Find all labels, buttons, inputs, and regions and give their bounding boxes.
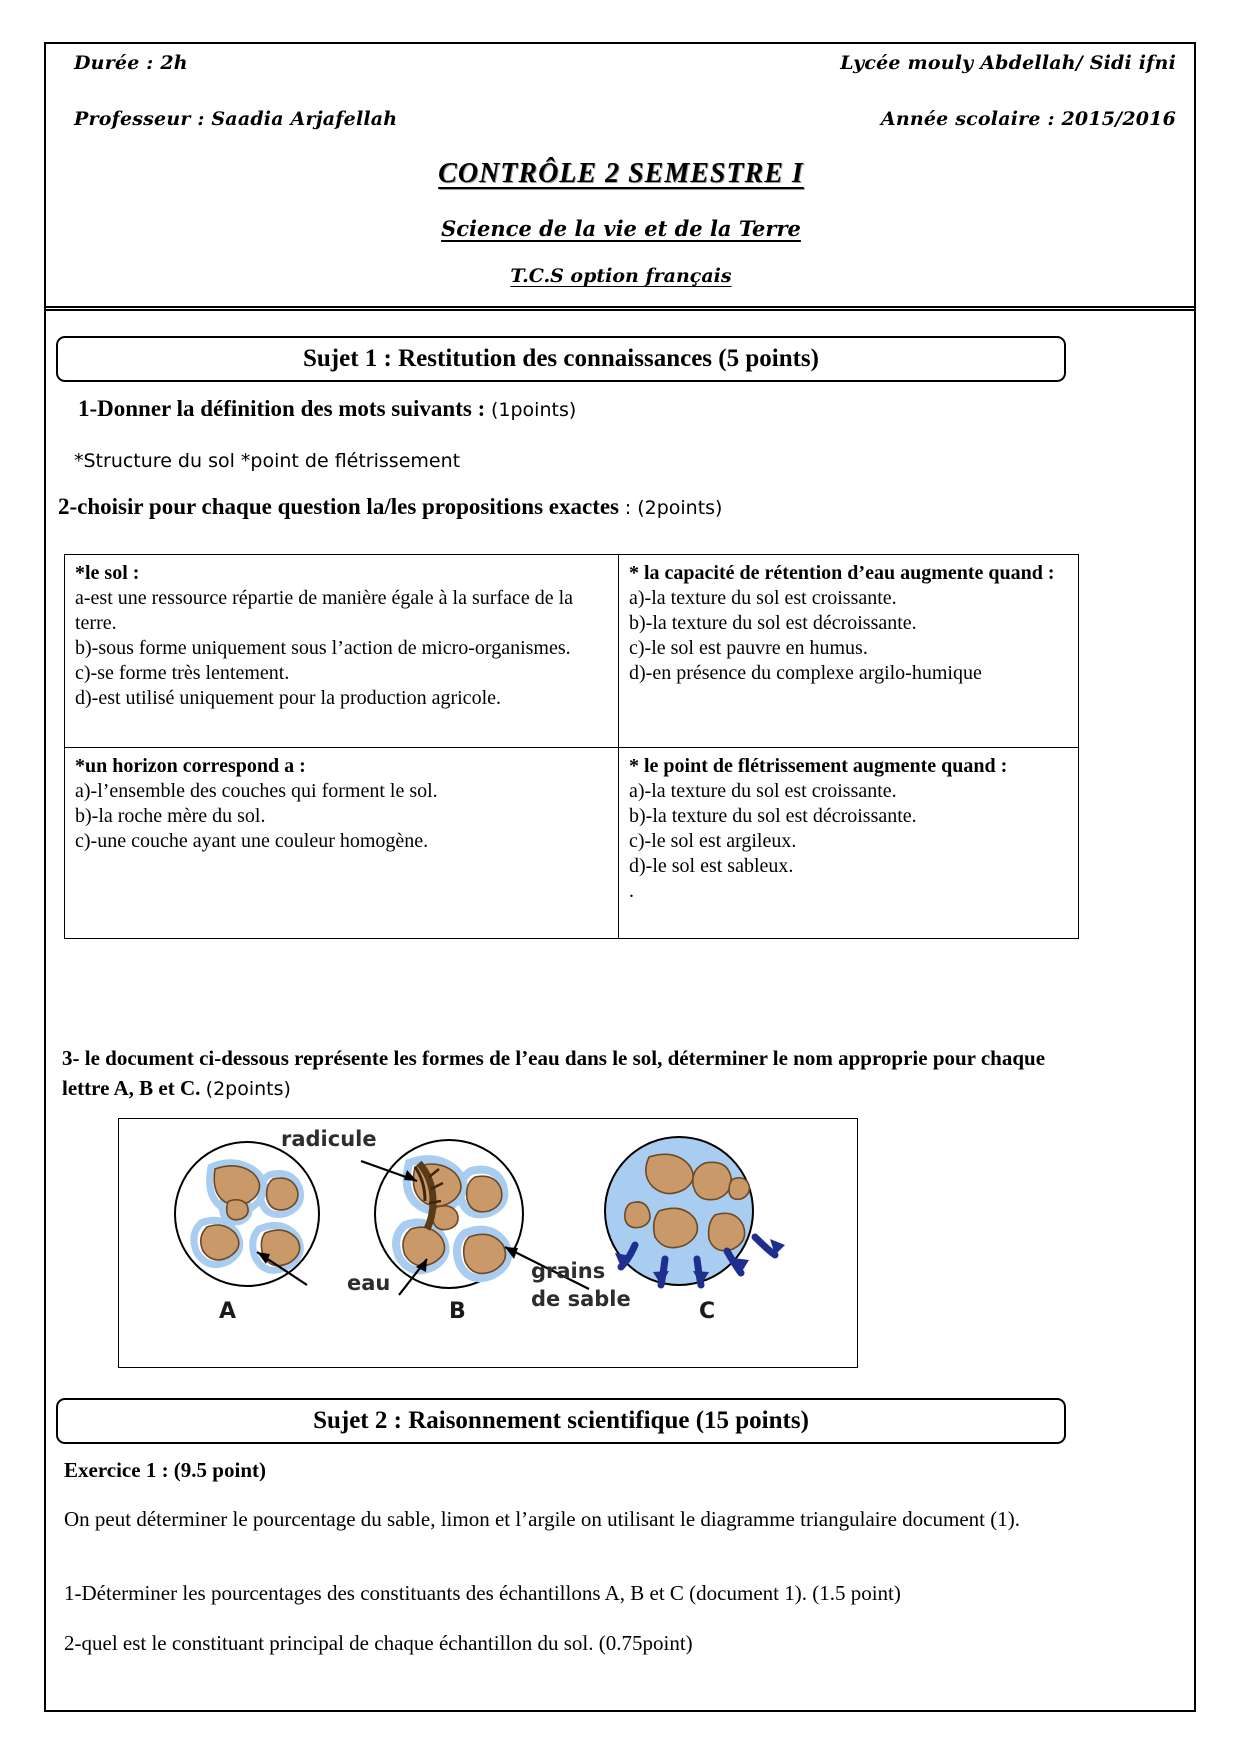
school-year-text: Année scolaire : 2015/2016: [880, 108, 1176, 130]
mcq-option: c)-une couche ayant une couleur homogène.: [75, 830, 429, 852]
mcq-cell-sol: [65, 555, 619, 748]
title-block: [62, 158, 1180, 287]
mcq-option: .: [629, 880, 634, 902]
mcq-option: b)-la roche mère du sol.: [75, 805, 266, 827]
mcq-title: *un horizon correspond a :: [75, 755, 306, 777]
mcq-cell-retention: [619, 555, 1079, 748]
mcq-option: b)-la texture du sol est décroissante.: [629, 612, 917, 634]
question-3-label: 3- le document ci-dessous représente les formes de l’eau dans le sol, déterminer le nom approprie pour chaque lettre A, B et C.: [62, 1046, 1046, 1101]
question-3-points: (2points): [205, 1078, 291, 1101]
aggregate-c: [605, 1137, 785, 1285]
mcq-option: a)-l’ensemble des couches qui forment le sol.: [75, 780, 438, 802]
figure-label-de-sable: de sable: [531, 1287, 631, 1311]
mcq-title: *le sol :: [75, 562, 140, 584]
question-1-terms: *Structure du sol *point de flétrissement: [74, 450, 461, 472]
document-header: [62, 52, 1180, 287]
duration-text: Durée : 2h: [74, 52, 188, 74]
mcq-option: d)-le sol est sableux.: [629, 855, 794, 877]
class-option-title: T.C.S option français: [510, 265, 732, 287]
mcq-cell-horizon: [65, 748, 619, 939]
soil-water-figure: [118, 1118, 858, 1368]
sujet2-banner-label: Sujet 2 : Raisonnement scientifique (15 points): [313, 1407, 809, 1434]
sujet1-banner: [56, 336, 1066, 382]
sujet2-banner: [56, 1398, 1066, 1444]
header-row-2: [62, 108, 1180, 130]
figure-letter-b: B: [449, 1299, 466, 1324]
mcq-table: [64, 554, 1079, 939]
exercice-1-heading: Exercice 1 : (9.5 point): [64, 1458, 266, 1482]
school-name-text: Lycée mouly Abdellah/ Sidi ifni: [840, 52, 1176, 74]
exercice-1-intro: On peut déterminer le pourcentage du sable, limon et l’argile on utilisant le diagramme triangulaire document (1).: [64, 1507, 1020, 1531]
question-1-label: 1-Donner la définition des mots suivants :: [78, 396, 486, 421]
figure-label-grains: grains: [531, 1259, 606, 1283]
mcq-option: b)-la texture du sol est décroissante.: [629, 805, 917, 827]
mcq-option: c)-se forme très lentement.: [75, 662, 290, 684]
question-1-heading: [78, 396, 576, 422]
header-divider: [46, 306, 1194, 311]
exercice-1-question-2: 2-quel est le constituant principal de chaque échantillon du sol. (0.75point): [64, 1631, 693, 1655]
question-2-label: 2-choisir pour chaque question la/les propositions exactes: [58, 494, 620, 519]
mcq-title: * le point de flétrissement augmente quand :: [629, 755, 1008, 777]
table-row: [65, 748, 1079, 939]
question-2-heading: [58, 494, 722, 520]
professor-text: Professeur : Saadia Arjafellah: [74, 108, 398, 130]
mcq-option: c)-le sol est pauvre en humus.: [629, 637, 868, 659]
mcq-option: a)-la texture du sol est croissante.: [629, 587, 897, 609]
figure-label-radicule: radicule: [281, 1127, 377, 1151]
table-row: [65, 555, 1079, 748]
soil-water-diagram: [119, 1119, 855, 1365]
question-2-points: : (2points): [624, 497, 723, 519]
mcq-option: a)-la texture du sol est croissante.: [629, 780, 897, 802]
mcq-option: d)-est utilisé uniquement pour la production agricole.: [75, 687, 501, 709]
mcq-title: * la capacité de rétention d’eau augmente quand :: [629, 562, 1055, 584]
exam-title: CONTRÔLE 2 SEMESTRE I: [438, 158, 804, 189]
question-3-heading: [62, 1043, 1062, 1104]
subject-title: Science de la vie et de la Terre: [441, 216, 801, 241]
mcq-option: d)-en présence du complexe argilo-humique: [629, 662, 982, 684]
mcq-cell-fletrissement: [619, 748, 1079, 939]
figure-letter-c: C: [699, 1299, 716, 1324]
figure-letter-a: A: [219, 1299, 237, 1324]
question-1-points: (1points): [490, 399, 577, 421]
exercice-1-question-1: 1-Déterminer les pourcentages des constituants des échantillons A, B et C (document 1). (1.5 point): [64, 1581, 901, 1605]
aggregate-a: [175, 1142, 319, 1286]
header-row-1: [62, 52, 1180, 74]
mcq-option: b)-sous forme uniquement sous l’action de micro-organismes.: [75, 637, 571, 659]
sujet1-banner-label: Sujet 1 : Restitution des connaissances (5 points): [302, 345, 819, 372]
mcq-option: a-est une ressource répartie de manière égale à la surface de la terre.: [75, 587, 574, 634]
mcq-option: c)-le sol est argileux.: [629, 830, 797, 852]
figure-label-eau: eau: [347, 1271, 391, 1295]
